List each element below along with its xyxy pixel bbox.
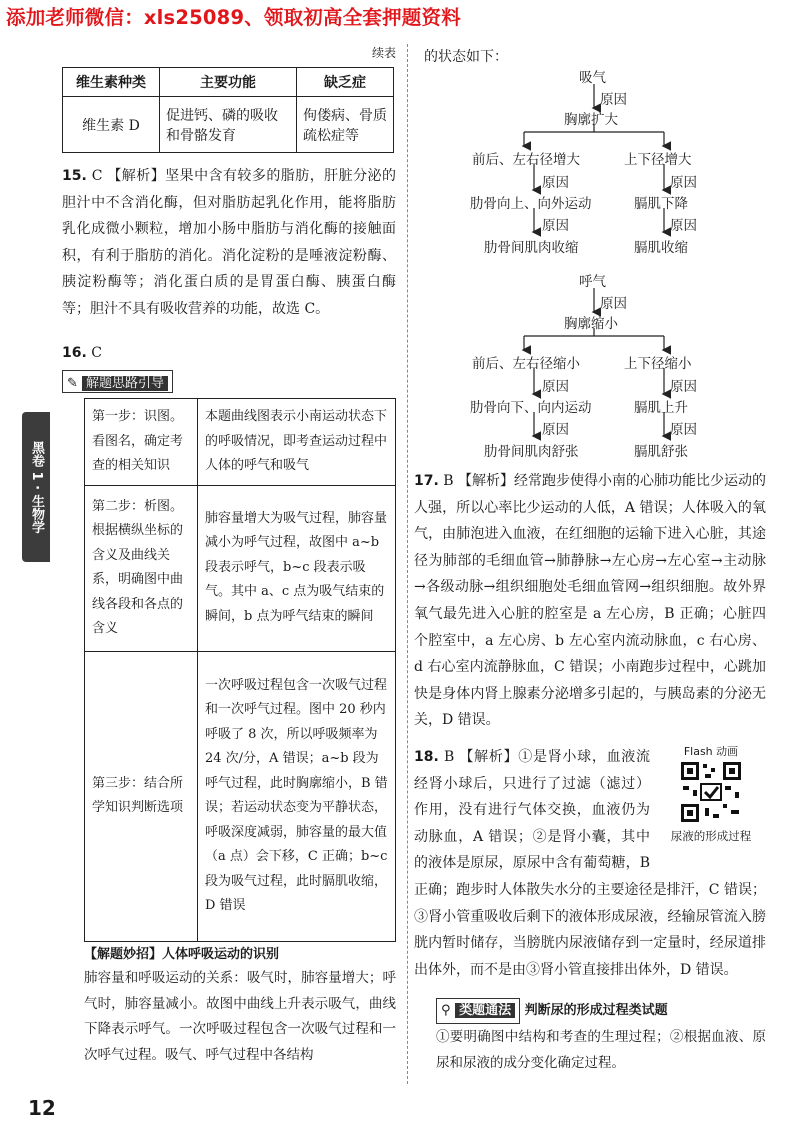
key-icon: ⚲	[441, 1003, 451, 1018]
flash-label: Flash 动画	[683, 745, 739, 758]
step-content: 一次呼吸过程包含一次吸气过程和一次呼气过程。图中 20 秒内呼吸了 8 次，所以呼吸频率为 24 次/分，A 错误；a~b 段为呼气过程，此时胸廓缩小，B 错误；若运动状态变为平静状态，呼吸深度减弱，肺容量的最大值（a 点）会下移，C 正确；b~c 段为吸气过程，此时膈肌收缩，D 错误	[198, 651, 396, 941]
step-content: 肺容量增大为吸气过程，肺容量减小为呼气过程，故图中 a~b 段表示呼气，b~c 段表示吸气。其中 a、c 点为吸气结束的瞬间，b 点为呼气结束的瞬间	[198, 485, 396, 651]
flash-animation-box[interactable]	[656, 744, 766, 864]
flow-reason: 原因	[542, 218, 569, 234]
flow-reason: 原因	[670, 379, 697, 395]
q18-block	[414, 744, 766, 983]
step-label: 第三步：结合所学知识判断选项	[85, 651, 198, 941]
solution-guide-tag	[62, 370, 173, 393]
qr-code-icon[interactable]	[679, 760, 743, 824]
table-cell: 维生素 D	[63, 97, 160, 153]
flash-caption: 尿液的形成过程	[670, 829, 752, 843]
step-content: 本题曲线图表示小南运动状态下的呼吸情况，即考查运动过程中人体的呼气和吸气	[198, 399, 396, 486]
flow-node: 胸廓缩小	[564, 316, 618, 332]
left-column	[62, 44, 396, 153]
q17-answer-text: B 【解析】经常跑步使得小南的心肺功能比少运动的人强，所以心率比少运动的人低，A 错误；人体吸入的氧气，由肺泡进入血液，在红细胞的运输下进入心脏，其途径为肺部的毛细血管→肺静脉→左心房→左心室→主动脉→各级动脉→组织细胞处毛细血管网→组织细胞。故外界氧气最先进入心脏的腔室是 a 左心房，B 正确；心脏四个腔室中，a 左心房、b 左心室内流动脉血，c 右心房、d 右心室内流静脉血，C 错误；小南跑步过程中，心跳加快是身体内肾上腺素分泌增多引起的，与胰岛素的分泌无关，D 错误。	[414, 473, 767, 729]
col-header: 缺乏症	[297, 68, 394, 97]
flow-node: 前后、左右径增大	[472, 152, 580, 168]
col-header: 维生素种类	[63, 68, 160, 97]
flow-node: 肋骨向下、向内运动	[470, 400, 592, 416]
flow-reason: 原因	[542, 379, 569, 395]
flow-reason: 原因	[600, 92, 627, 108]
question-number: 18.	[414, 749, 439, 765]
question-number: 15.	[62, 168, 87, 184]
q17-block	[414, 468, 766, 734]
flow-node: 吸气	[579, 70, 606, 86]
method-text: ①要明确图中结构和考查的生理过程；②根据血液、原尿和尿液的成分变化确定过程。	[436, 1029, 766, 1071]
column-divider	[407, 44, 408, 1084]
exhale-flowchart	[424, 270, 764, 470]
flow-node: 膈肌下降	[634, 196, 688, 212]
flow-node: 肋骨间肌肉收缩	[484, 240, 579, 256]
chapter-side-tab: 黑卷 1 · 生物学	[22, 412, 50, 562]
flow-reason: 原因	[670, 175, 697, 191]
method-block	[436, 998, 766, 1076]
continued-label: 续表	[371, 46, 396, 60]
method-title: 判断尿的形成过程类试题	[524, 1003, 668, 1018]
intro-text: 的状态如下：	[424, 49, 508, 65]
solution-guide-label: 解题思路引导	[82, 376, 168, 391]
pencil-icon: ✎	[67, 375, 78, 391]
question-number: 16.	[62, 345, 87, 361]
flow-node: 膈肌舒张	[634, 444, 688, 460]
flow-reason: 原因	[542, 175, 569, 191]
flow-node: 呼气	[579, 274, 606, 290]
inhale-flowchart	[424, 66, 764, 266]
flow-node: 上下径缩小	[624, 356, 692, 372]
tip-title: 【解题妙招】人体呼吸运动的识别	[84, 947, 280, 962]
col-header: 主要功能	[160, 68, 297, 97]
q16-answer: C	[91, 345, 102, 361]
tip-text: 肺容量和呼吸运动的关系：吸气时，肺容量增大；呼气时，肺容量减小。故图中曲线上升表示吸气，曲线下降表示呼气。一次呼吸过程包含一次吸气过程和一次呼气过程。吸气、呼气过程中各结构	[84, 970, 396, 1063]
solution-steps-table	[84, 398, 396, 942]
q18-answer-text: B 【解析】①是肾小球，血液流经肾小球后，只进行了过滤（滤过）作用，没有进行气体交换，血液仍为动脉血，A 错误；②是肾小囊，其中的液体是原尿，原尿中含有葡萄糖，B 正确；跑步时人体散失水分的主要途径是排汗，C 错误；③肾小管重吸收后剩下的液体形成尿液，经输尿管流入膀胱内暂时储存，当膀胱内尿液储存到一定量时，经尿道排出体外，而不是由③肾小管直接排出体外，D 错误。	[414, 749, 766, 978]
flow-node: 肋骨间肌肉舒张	[484, 444, 579, 460]
flow-reason: 原因	[542, 422, 569, 438]
flow-node: 胸廓扩大	[564, 112, 618, 128]
flow-node: 前后、左右径缩小	[472, 356, 580, 372]
flow-node: 肋骨向上、向外运动	[470, 196, 592, 212]
flow-reason: 原因	[600, 296, 627, 312]
step-label: 第二步：析图。根据横纵坐标的含义及曲线关系，明确图中曲线各段和各点的含义	[85, 485, 198, 651]
flow-node: 膈肌上升	[634, 400, 688, 416]
table-cell: 促进钙、磷的吸收和骨骼发育	[160, 97, 297, 153]
q16-block	[62, 340, 396, 393]
q15-block	[62, 163, 396, 323]
page-number: 12	[28, 1096, 56, 1120]
flow-node: 上下径增大	[624, 152, 692, 168]
method-tag	[436, 998, 520, 1024]
flow-reason: 原因	[670, 422, 697, 438]
method-tag-label: 类题通法	[455, 1003, 515, 1018]
tip-block	[84, 944, 396, 1068]
question-number: 17.	[414, 473, 439, 489]
flow-node: 膈肌收缩	[634, 240, 688, 256]
promo-text: 添加老师微信：xls25089、领取初高全套押题资料	[6, 6, 461, 29]
flow-reason: 原因	[670, 218, 697, 234]
step-label: 第一步：识图。看图名，确定考查的相关知识	[85, 399, 198, 486]
table-cell: 佝偻病、骨质疏松症等	[297, 97, 394, 153]
promo-banner	[0, 0, 800, 34]
vitamin-table	[62, 67, 394, 153]
q15-answer-text: C 【解析】坚果中含有较多的脂肪，肝脏分泌的胆汁中不含消化酶，但对脂肪起乳化作用，能将脂肪乳化成微小颗粒，增加小肠中脂肪与消化酶的接触面积，有利于脂肪的消化。消化淀粉的是唾液淀粉酶、胰淀粉酶等；消化蛋白质的是胃蛋白酶、胰蛋白酶等；胆汁不具有吸收营养的功能，故选 C。	[62, 168, 396, 317]
